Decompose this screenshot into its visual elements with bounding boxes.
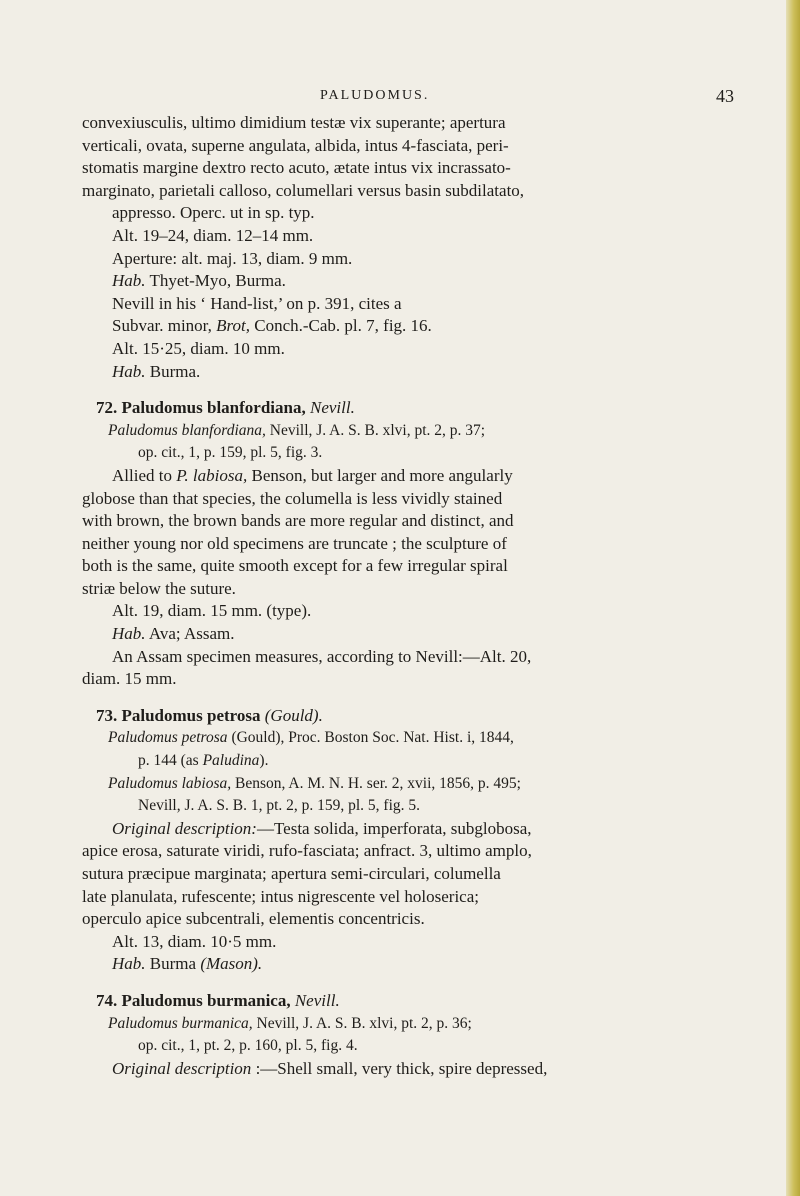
measurement-line: Alt. 19, diam. 15 mm. (type).	[112, 601, 312, 621]
ref-text: Nevill, J. A. S. B. xlvi, pt. 2, p. 36;	[256, 1014, 472, 1032]
hab-text: Burma	[149, 954, 197, 974]
text-part: Allied to	[112, 465, 172, 485]
species-name: Paludomus petrosa	[121, 705, 261, 725]
subvar-author: Brot,	[216, 316, 250, 336]
text-line: An Assam specimen measures, according to Nevill:—Alt. 20,	[112, 646, 532, 666]
hab-label: Hab.	[112, 361, 146, 381]
text-line: Nevill in his ‘ Hand-list,’ on p. 391, cites a	[112, 293, 402, 313]
text-part: Benson, but larger and more angularly	[251, 465, 513, 485]
species-heading-74	[82, 990, 752, 1013]
subvar-line	[82, 315, 752, 338]
text-line: globose than that species, the columella is less vividly stained	[82, 488, 503, 508]
ref-name: Paludina	[202, 752, 260, 770]
ref-text: ).	[259, 752, 269, 770]
species-author: Nevill.	[309, 398, 355, 418]
species-heading-73	[82, 705, 752, 728]
species-number: 72.	[96, 398, 118, 418]
habitat-line	[82, 623, 752, 646]
reference-line	[82, 1013, 752, 1058]
ref-text: Nevill, J. A. S. B. 1, pt. 2, p. 159, pl. 5, fig. 5.	[138, 797, 421, 815]
page-body	[82, 112, 752, 1080]
running-head: PALUDOMUS.	[320, 88, 430, 103]
orig-label: Original description	[112, 1058, 252, 1078]
ref-text: Nevill, J. A. S. B. xlvi, pt. 2, p. 37;	[269, 421, 486, 439]
measurement-line: Alt. 13, diam. 10·5 mm.	[112, 931, 277, 951]
habitat-line	[82, 270, 752, 293]
ref-text: op. cit., 1, pt. 2, p. 160, pl. 5, fig. 4.	[138, 1037, 358, 1055]
text-line: striæ below the suture.	[82, 578, 236, 598]
habitat-line	[82, 953, 752, 976]
measurement-line: Aperture: alt. maj. 13, diam. 9 mm.	[112, 248, 353, 268]
page-number: 43	[716, 86, 734, 106]
reference-line	[82, 420, 752, 465]
hab-label: Hab.	[112, 271, 146, 291]
species-author: Nevill.	[294, 990, 340, 1010]
hab-text: Thyet-Myo, Burma.	[149, 271, 286, 291]
text-part: —Testa solida, imperforata, subglobosa,	[256, 818, 532, 838]
species-heading-72	[82, 397, 752, 420]
text-line	[82, 818, 752, 841]
text-line: apice erosa, saturate viridi, rufo-fasciata; anfract. 3, ultimo amplo,	[82, 841, 532, 861]
ref-text: op. cit., 1, p. 159, pl. 5, fig. 3.	[138, 444, 323, 462]
habitat-line	[82, 361, 752, 384]
subvar-ref: Conch.-Cab. pl. 7, fig. 16.	[254, 316, 432, 336]
subvar-label: Subvar. minor,	[112, 316, 212, 336]
reference-line	[82, 727, 752, 772]
ref-name: Paludomus blanfordiana,	[108, 421, 266, 439]
orig-label: Original description:	[112, 818, 257, 838]
species-author: (Gould).	[264, 705, 323, 725]
reference-line	[82, 773, 752, 818]
text-line: convexiusculis, ultimo dimidium testæ vix superante; apertura	[82, 113, 506, 132]
text-line: operculo apice subcentrali, elementis concentricis.	[82, 909, 425, 929]
hab-label: Hab.	[112, 624, 146, 644]
ref-text: p. 144 (as	[138, 752, 199, 770]
hab-source: (Mason).	[200, 954, 263, 974]
page-edge	[786, 0, 800, 1196]
species-name: Paludomus burmanica,	[121, 990, 291, 1010]
hab-text: Burma.	[149, 361, 201, 381]
species-name: Paludomus blanfordiana,	[121, 398, 306, 418]
ref-text: (Gould), Proc. Boston Soc. Nat. Hist. i, 1844,	[231, 729, 514, 747]
text-line: neither young nor old specimens are truncate ; the sculpture of	[82, 533, 507, 553]
page-header	[0, 88, 800, 110]
measurement-line: Alt. 19–24, diam. 12–14 mm.	[112, 225, 314, 245]
text-line: sutura præcipue marginata; apertura semi-circulari, columella	[82, 864, 501, 883]
text-line: appresso. Operc. ut in sp. typ.	[112, 203, 315, 223]
text-line: both is the same, quite smooth except for a few irregular spiral	[82, 556, 508, 576]
ref-name: Paludomus labiosa,	[108, 774, 232, 792]
species-number: 73.	[96, 705, 118, 725]
text-line	[82, 1058, 752, 1081]
ref-name: Paludomus petrosa	[108, 729, 228, 747]
species-number: 74.	[96, 990, 118, 1010]
text-line: stomatis margine dextro recto acuto, ætate intus vix incrassato-	[82, 158, 511, 178]
ref-text: Benson, A. M. N. H. ser. 2, xvii, 1856, p. 495;	[235, 774, 521, 792]
text-part: :—Shell small, very thick, spire depressed,	[255, 1058, 548, 1078]
text-line: verticali, ovata, superne angulata, albida, intus 4-fasciata, peri-	[82, 135, 509, 155]
hab-text: Ava; Assam.	[148, 624, 235, 644]
text-line	[82, 465, 752, 488]
ref-name: Paludomus burmanica,	[108, 1014, 253, 1032]
text-line: with brown, the brown bands are more regular and distinct, and	[82, 511, 514, 531]
text-line: late planulata, rufescente; intus nigrescente vel holoserica;	[82, 886, 479, 906]
measurement-line: Alt. 15·25, diam. 10 mm.	[112, 338, 285, 358]
text-part: P. labiosa,	[176, 465, 248, 485]
text-line: diam. 15 mm.	[82, 669, 177, 689]
text-line: marginato, parietali calloso, columellari versus basin subdilatato,	[82, 180, 525, 200]
hab-label: Hab.	[112, 954, 146, 974]
